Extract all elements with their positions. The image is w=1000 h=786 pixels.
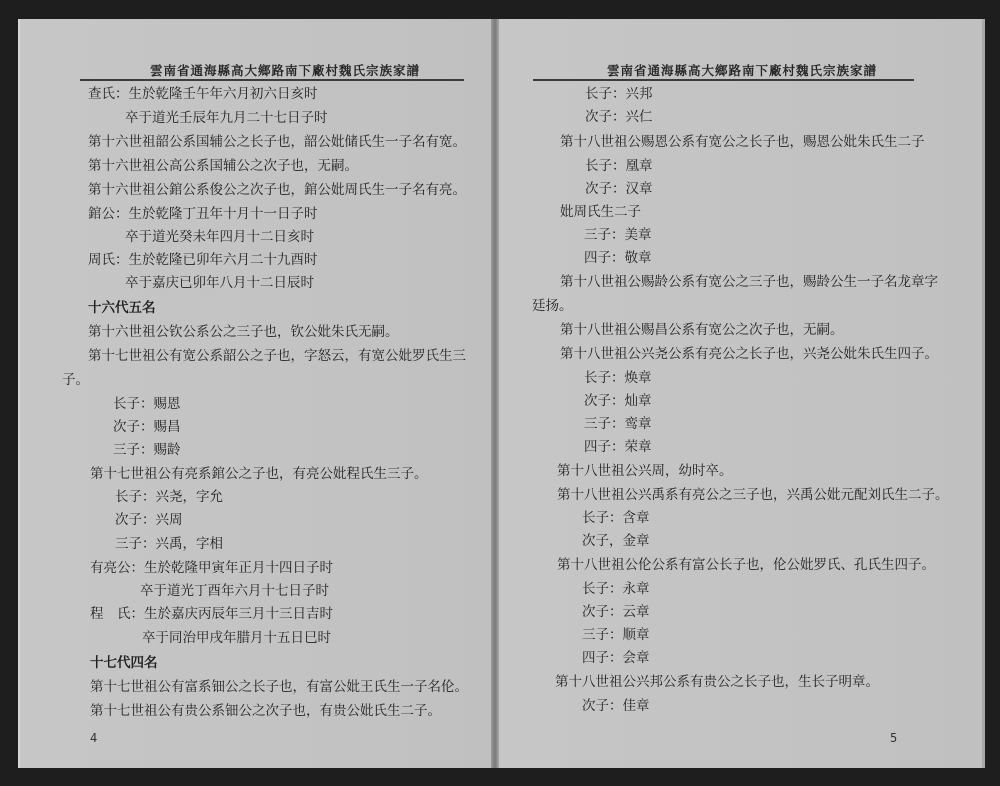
text-line: 次子：云章	[582, 604, 650, 620]
text-line: 卒于道光癸未年四月十二日亥时	[125, 229, 314, 245]
text-line: 第十七世祖公有亮系錧公之子也，有亮公妣程氏生三子。	[90, 466, 428, 482]
text-line: 有亮公：生於乾隆甲寅年正月十四日子时	[90, 560, 333, 576]
text-line: 长子：焕章	[584, 370, 652, 386]
text-line: 长子：永章	[582, 581, 650, 597]
text-line: 第十七世祖公有贵公系钿公之次子也，有贵公妣氏生二子。	[90, 703, 441, 719]
running-head-right: 雲南省通海縣高大鄉路南下廠村魏氏宗族家譜	[607, 63, 878, 78]
text-line: 廷扬。	[532, 298, 573, 314]
text-line: 长子：赐恩	[113, 396, 181, 412]
text-line: 第十六世祖公钦公系公之三子也，钦公妣朱氏无嗣。	[88, 324, 399, 340]
text-line: 四子：会章	[582, 650, 650, 666]
text-line: 第十七世祖公有富系钿公之长子也，有富公妣王氏生一子名伦。	[90, 679, 468, 695]
text-line: 第十八世祖公赐昌公系有宽公之次子也，无嗣。	[560, 322, 844, 338]
text-line: 次子：赐昌	[113, 419, 181, 435]
text-line: 三子：兴禹，字相	[115, 536, 223, 552]
right-page	[497, 19, 985, 768]
text-line: 程 氏：生於嘉庆丙辰年三月十三日吉时	[90, 606, 333, 622]
text-line: 周氏：生於乾隆已卯年六月二十九酉时	[88, 252, 318, 268]
text-line: 三子：顺章	[582, 627, 650, 643]
left-page	[18, 19, 497, 768]
book-spine	[491, 19, 499, 768]
text-line: 四子：敬章	[584, 250, 652, 266]
text-line: 卒于道光丁酉年六月十七日子时	[140, 583, 329, 599]
text-line: 长子：凰章	[585, 158, 653, 174]
text-line: 次子：灿章	[584, 393, 652, 409]
text-line: 三子：美章	[584, 227, 652, 243]
text-line: 长子：含章	[582, 510, 650, 526]
text-line: 次子：兴仁	[585, 109, 653, 125]
text-line: 卒于嘉庆已卯年八月十二日辰时	[125, 275, 314, 291]
text-line: 次子：佳章	[582, 698, 650, 714]
text-line: 卒于同治甲戌年腊月十五日巳时	[142, 630, 331, 646]
section-heading: 十六代五名	[88, 300, 156, 316]
text-line: 第十八世祖公兴周，幼时卒。	[557, 463, 733, 479]
page-number-left: 4	[90, 731, 98, 745]
text-line: 第十八世祖公兴邦公系有贵公之长子也，生长子明章。	[555, 674, 879, 690]
text-line: 长子：兴邦	[585, 86, 653, 102]
text-line: 卒于道光壬辰年九月二十七日子时	[125, 110, 328, 126]
page-number-right: 5	[890, 731, 898, 745]
header-rule-left	[80, 79, 464, 81]
text-line: 长子：兴尧，字允	[115, 489, 223, 505]
text-line: 第十六世祖公高公系国辅公之次子也，无嗣。	[88, 158, 358, 174]
running-head-left: 雲南省通海縣高大鄉路南下廠村魏氏宗族家譜	[150, 63, 421, 78]
text-line: 錧公：生於乾隆丁丑年十月十一日子时	[88, 206, 318, 222]
text-line: 第十八世祖公赐龄公系有宽公之三子也，赐龄公生一子名龙章字	[560, 274, 938, 290]
text-line: 查氏：生於乾隆壬午年六月初六日亥时	[88, 86, 318, 102]
text-line: 第十八世祖公兴禹系有亮公之三子也，兴禹公妣元配刘氏生二子。	[557, 487, 949, 503]
text-line: 妣周氏生二子	[560, 204, 641, 220]
text-line: 第十六世祖韶公系国辅公之长子也，韶公妣储氏生一子名有宽。	[88, 134, 466, 150]
text-line: 第十八世祖公伦公系有富公长子也，伦公妣罗氏、孔氏生四子。	[557, 557, 935, 573]
text-line: 四子：荣章	[584, 439, 652, 455]
text-line: 次子：汉章	[585, 181, 653, 197]
section-heading: 十七代四名	[90, 655, 158, 671]
header-rule-right	[533, 79, 914, 81]
text-line: 三子：鸾章	[584, 416, 652, 432]
text-line: 第十八世祖公赐恩公系有宽公之长子也，赐恩公妣朱氏生二子	[560, 134, 925, 150]
text-line: 次子，金章	[582, 533, 650, 549]
text-line: 子。	[62, 372, 89, 388]
text-line: 第十六世祖公錧公系俊公之次子也，錧公妣周氏生一子名有亮。	[88, 182, 466, 198]
text-line: 次子：兴周	[115, 512, 183, 528]
text-line: 三子：赐龄	[113, 442, 181, 458]
text-line: 第十八世祖公兴尧公系有亮公之长子也，兴尧公妣朱氏生四子。	[560, 346, 938, 362]
text-line: 第十七世祖公有宽公系韶公之子也，字怒云，有宽公妣罗氏生三	[88, 348, 466, 364]
